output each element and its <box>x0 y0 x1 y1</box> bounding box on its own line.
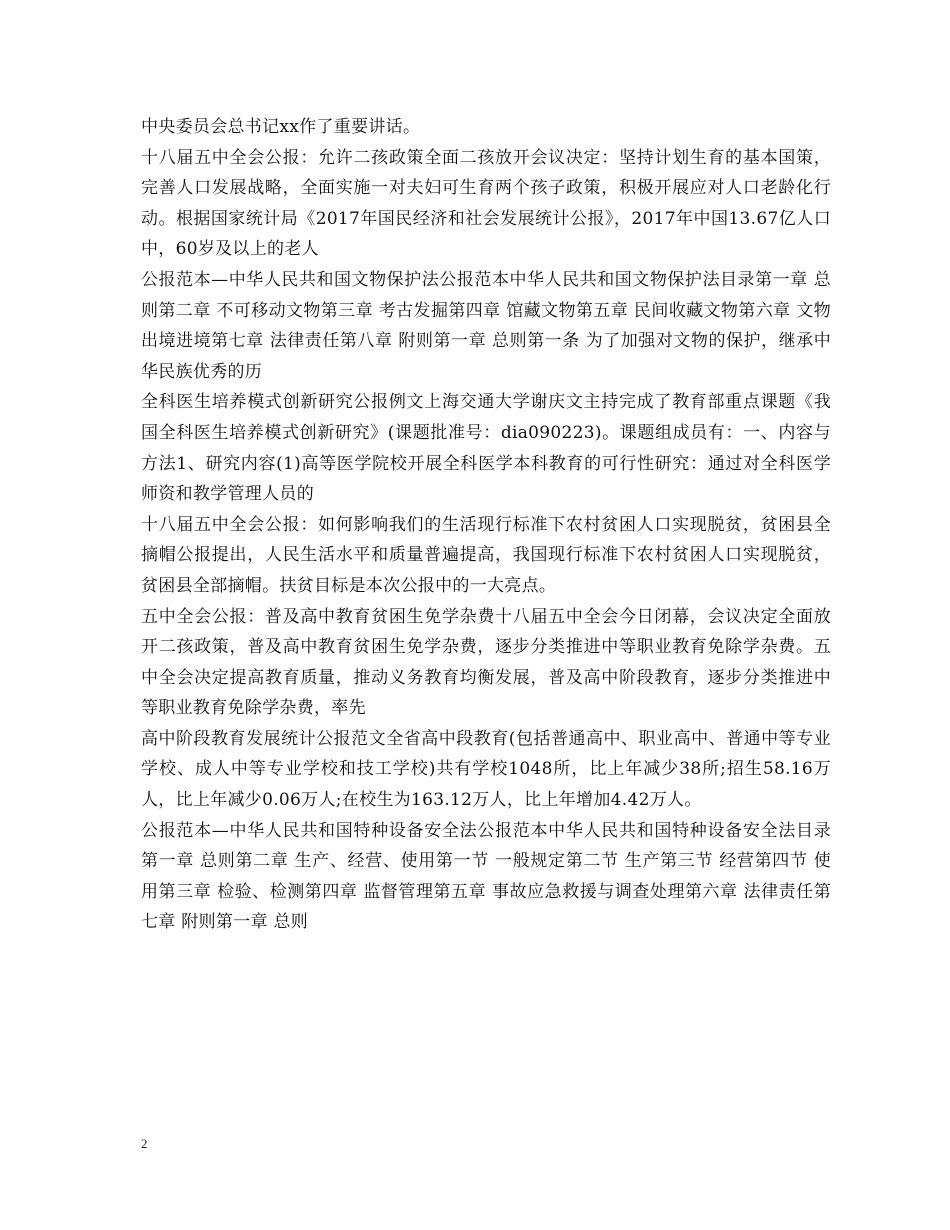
paragraph-6: 五中全会公报：普及高中教育贫困生免学杂费十八届五中全会今日闭幕，会议决定全面放开二孩政策，普及高中教育贫困生免学杂费，逐步分类推进中等职业教育免除学杂费。五中全会决定提高教育质量，推动义务教育均衡发展，普及高中阶段教育，逐步分类推进中等职业教育免除学杂费，率先 <box>141 606 831 719</box>
paragraph-7: 高中阶段教育发展统计公报范文全省高中段教育(包括普通高中、职业高中、普通中等专业学校、成人中等专业学校和技工学校)共有学校1048所，比上年减少38所;招生58.16万人，比上年减少0.06万人;在校生为163.12万人，比上年增加4.42万人。 <box>141 728 831 811</box>
paragraph-4: 全科医生培养模式创新研究公报例文上海交通大学谢庆文主持完成了教育部重点课题《我国全科医生培养模式创新研究》(课题批准号：dia090223)。课题组成员有：一、内容与方法1、研究内容(1)高等医学院校开展全科医学本科教育的可行性研究：通过对全科医学师资和教学管理人员的 <box>141 392 831 505</box>
paragraph-5: 十八届五中全会公报：如何影响我们的生活现行标准下农村贫困人口实现脱贫，贫困县全摘帽公报提出，人民生活水平和质量普遍提高，我国现行标准下农村贫困人口实现脱贫，贫困县全部摘帽。扶贫目标是本次公报中的一大亮点。 <box>141 514 831 596</box>
body-text <box>141 112 831 938</box>
paragraph-8: 公报范本—中华人民共和国特种设备安全法公报范本中华人民共和国特种设备安全法目录第一章 总则第二章 生产、经营、使用第一节 一般规定第二节 生产第三节 经营第四节 使用第三章 检验、检测第四章 监督管理第五章 事故应急救援与调查处理第六章 法律责任第七章 附则第一章 总则 <box>141 820 831 933</box>
paragraph-1: 中央委员会总书记xx作了重要讲话。 <box>141 117 421 137</box>
paragraph-2: 十八届五中全会公报：允许二孩政策全面二孩放开会议决定：坚持计划生育的基本国策，完善人口发展战略，全面实施一对夫妇可生育两个孩子政策，积极开展应对人口老龄化行动。根据国家统计局《2017年国民经济和社会发展统计公报》，2017年中国13.67亿人口中，60岁及以上的老人 <box>141 147 831 260</box>
paragraph-3: 公报范本—中华人民共和国文物保护法公报范本中华人民共和国文物保护法目录第一章 总则第二章 不可移动文物第三章 考古发掘第四章 馆藏文物第五章 民间收藏文物第六章 文物出境进境第七章 法律责任第八章 附则第一章 总则第一条 为了加强对文物的保护，继承中华民族优秀的历 <box>141 269 831 382</box>
page-number: 2 <box>141 1136 148 1151</box>
